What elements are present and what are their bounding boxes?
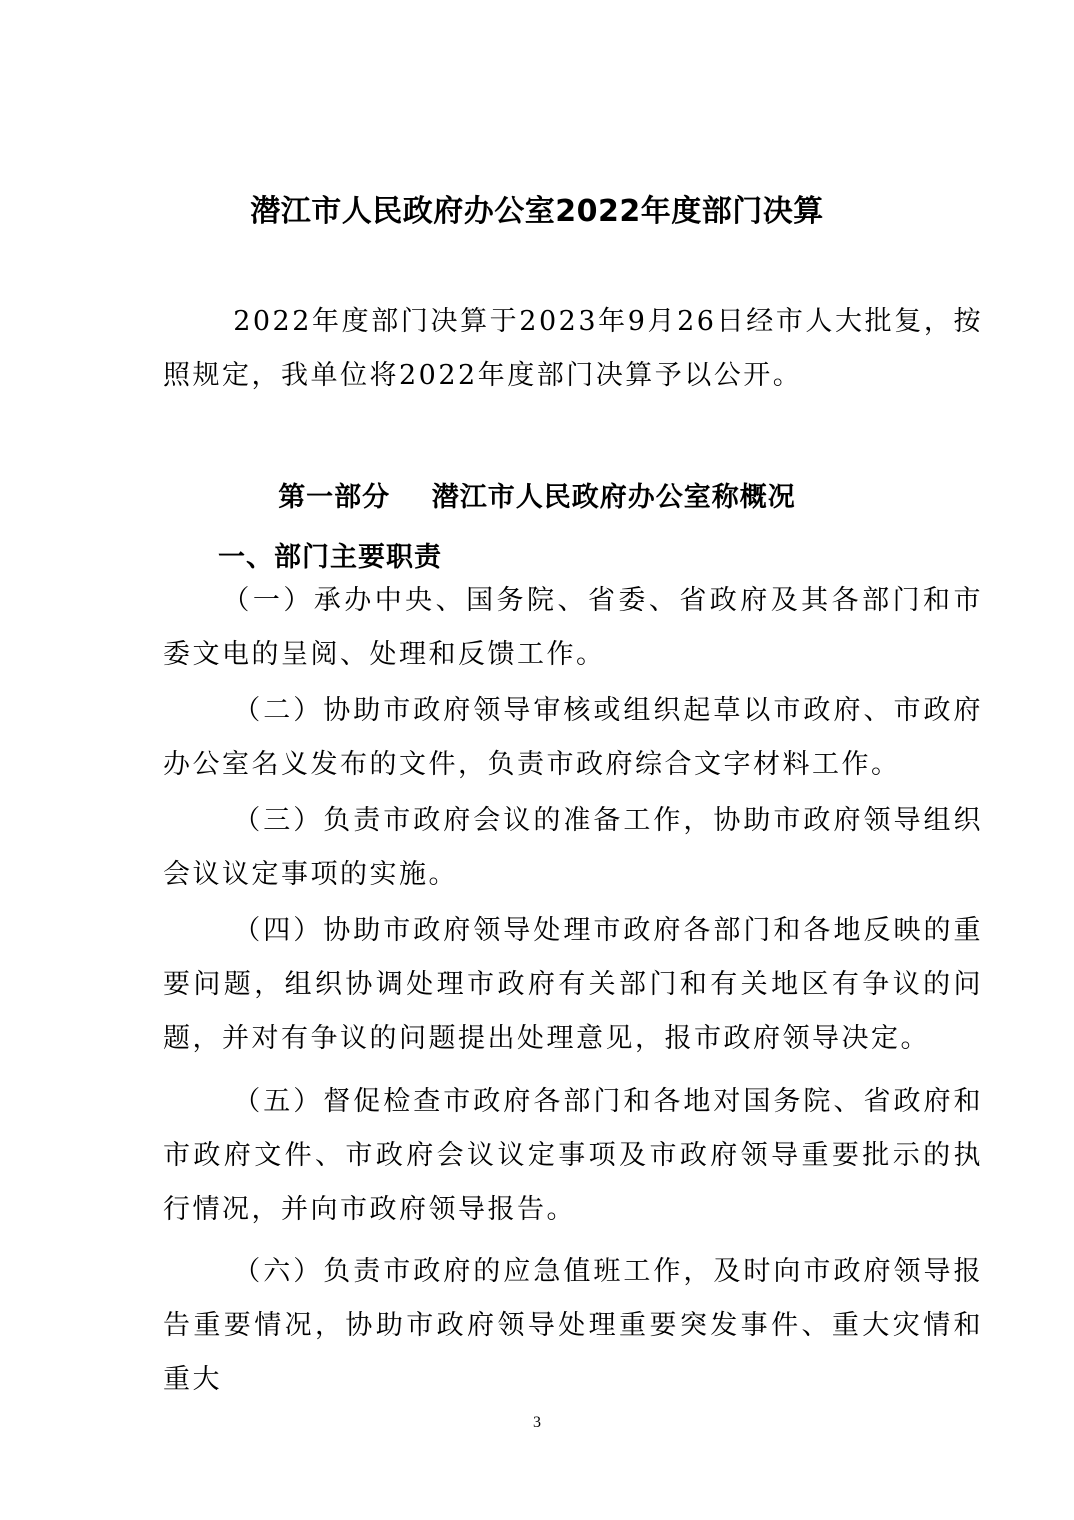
duty-paragraph-5: （五）督促检查市政府各部门和各地对国务院、省政府和市政府文件、市政府会议议定事项及市政府领导重要批示的执行情况，并向市政府领导报告。 xyxy=(163,1086,983,1225)
section-title: 第一部分 潜江市人民政府办公室称概况 xyxy=(278,482,796,513)
duty-paragraph-3: （三）负责市政府会议的准备工作，协助市政府领导组织会议议定事项的实施。 xyxy=(163,805,983,890)
intro-paragraph: 2022年度部门决算于2023年9月26日经市人大批复，按照规定，我单位将2022年度部门决算予以公开。 xyxy=(163,306,983,391)
duty-paragraph-6: （六）负责市政府的应急值班工作，及时向市政府领导报告重要情况，协助市政府领导处理重要突发事件、重大灾情和重大 xyxy=(163,1256,983,1395)
section-heading: 一、部门主要职责 xyxy=(218,542,442,573)
document-title: 潜江市人民政府办公室2022年度部门决算 xyxy=(250,194,824,229)
duty-paragraph-2: （二）协助市政府领导审核或组织起草以市政府、市政府办公室名义发布的文件，负责市政府综合文字材料工作。 xyxy=(163,695,983,780)
duty-paragraph-4: （四）协助市政府领导处理市政府各部门和各地反映的重要问题，组织协调处理市政府有关部门和有关地区有争议的问题，并对有争议的问题提出处理意见，报市政府领导决定。 xyxy=(163,915,983,1054)
page-number: 3 xyxy=(533,1414,541,1431)
duty-paragraph-1: （一）承办中央、国务院、省委、省政府及其各部门和市委文电的呈阅、处理和反馈工作。 xyxy=(163,585,983,670)
